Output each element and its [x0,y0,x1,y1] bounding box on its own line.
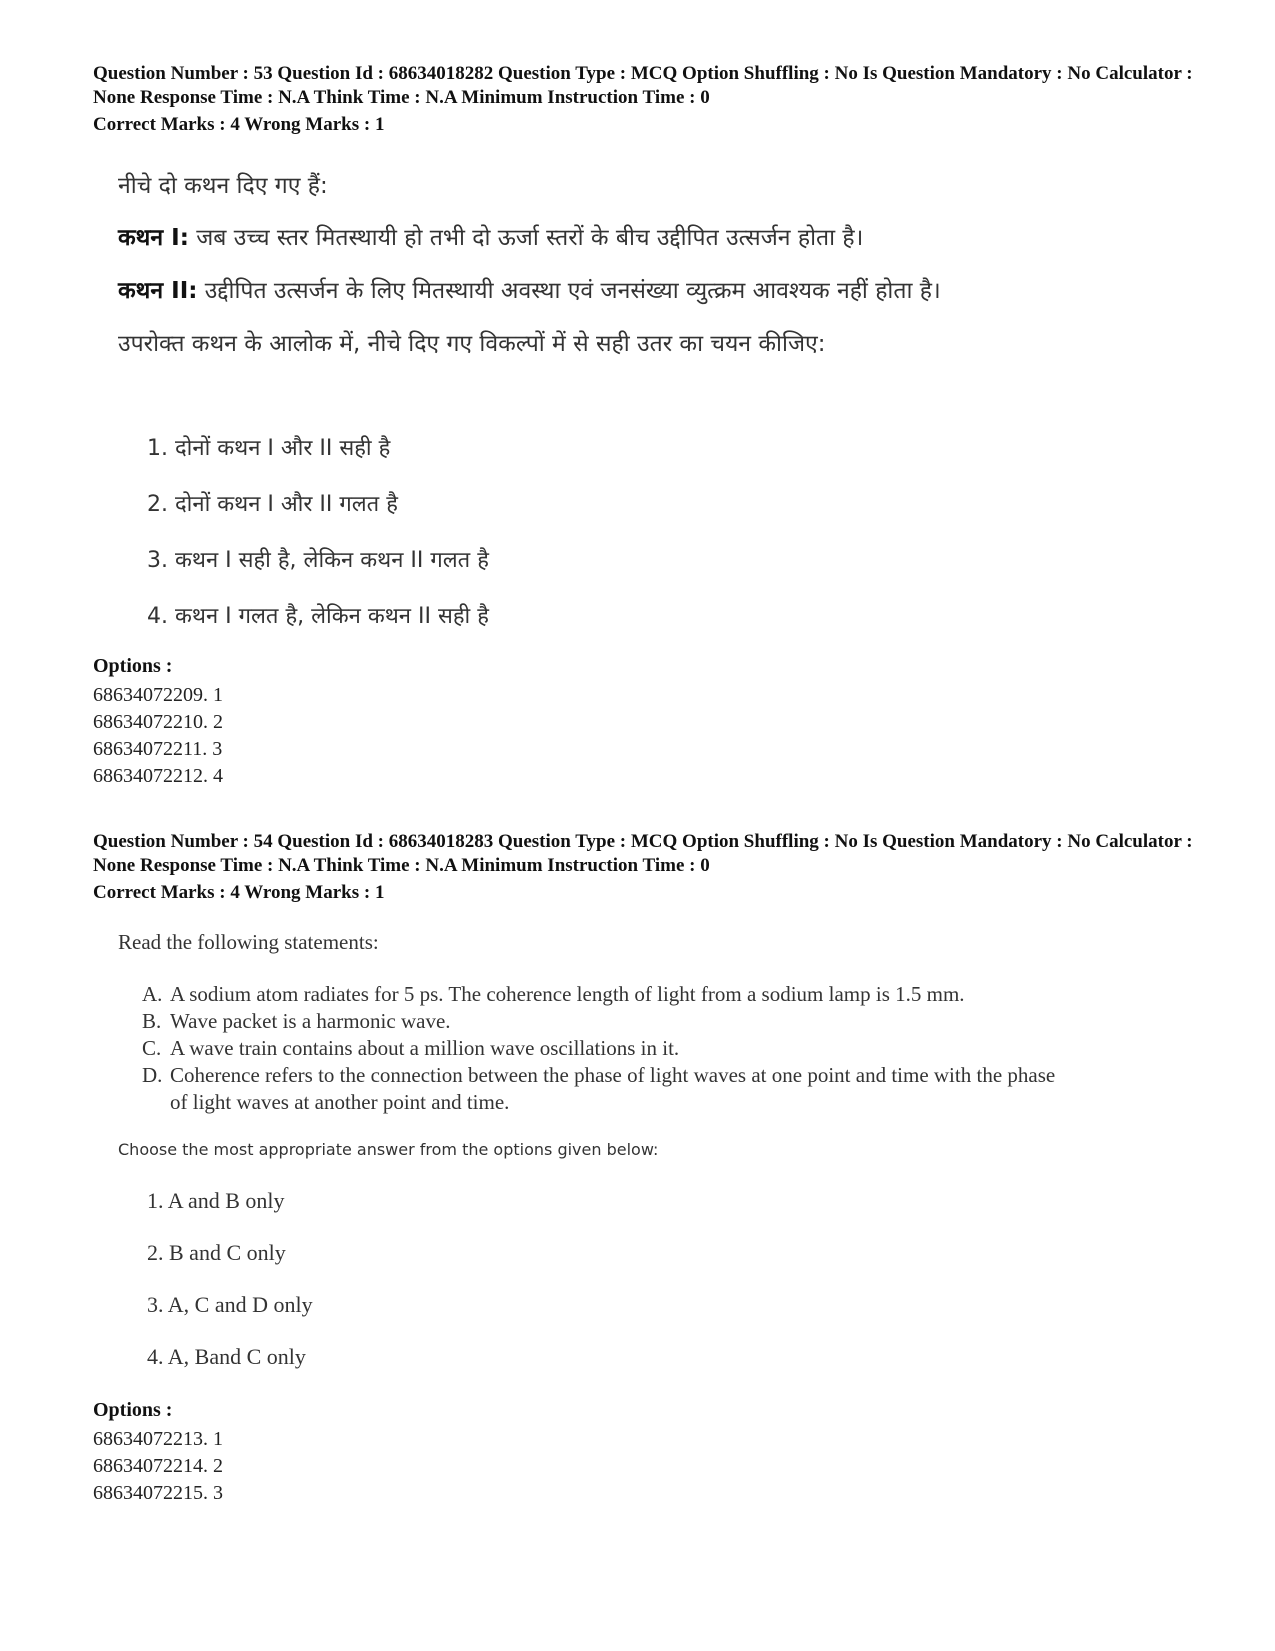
q54-statement-d-continued [142,1088,1192,1116]
q54-meta: Question Number : 54 Question Id : 68634018283 Question Type : MCQ Option Shuffling : No Is Question Mandatory : No Calculator : None Response Time : N.A Think Time : N.A Minimum Instruction Time : 0 [93,831,1193,876]
q53-statement-1-label: कथन I: [118,225,189,251]
q54-marks: Correct Marks : 4 Wrong Marks : 1 [93,882,385,903]
q54-options-title: Options : [93,1399,173,1421]
q54-option-1: 68634072213. 1 [93,1428,223,1450]
q53-meta: Question Number : 53 Question Id : 68634018282 Question Type : MCQ Option Shuffling : No Is Question Mandatory : No Calculator : None Response Time : N.A Think Time : N.A Minimum Instruction Time : 0 [93,63,1193,108]
q53-choice-2: 2. दोनों कथन I और II गलत है [147,492,398,517]
q53-statement-1 [118,220,863,252]
q54-choice-3: 3. A, C and D only [147,1292,313,1317]
q53-intro: नीचे दो कथन दिए गए हैं: [118,173,328,199]
q54-statement-a [142,980,1192,1008]
q54-statement-d [142,1061,1192,1089]
q53-choice-4: 4. कथन I गलत है, लेकिन कथन II सही है [147,604,489,629]
q54-statement-c-label: C. [142,1036,162,1060]
q54-choice-4: 4. A, Band C only [147,1344,306,1369]
q53-choice-3: 3. कथन I सही है, लेकिन कथन II गलत है [147,548,489,573]
q54-intro: Read the following statements: [118,930,379,954]
q54-statement-c [142,1034,1192,1062]
q53-statement-2 [118,273,941,305]
q53-option-1: 68634072209. 1 [93,684,223,706]
q53-statement-1-text: जब उच्च स्तर मितस्थायी हो तभी दो ऊर्जा स्तरों के बीच उद्दीपित उत्सर्जन होता है। [188,225,864,251]
q54-statement-b-text: Wave packet is a harmonic wave. [170,1009,451,1033]
q53-options-title: Options : [93,655,173,677]
q54-option-3: 68634072215. 3 [93,1482,223,1504]
q53-choice-1: 1. दोनों कथन I और II सही है [147,436,391,461]
q53-marks: Correct Marks : 4 Wrong Marks : 1 [93,114,385,135]
q54-option-2: 68634072214. 2 [93,1455,223,1477]
q54-statement-b [142,1007,1192,1035]
q54-choice-2: 2. B and C only [147,1240,286,1265]
q54-statement-c-text: A wave train contains about a million wave oscillations in it. [170,1036,680,1060]
q53-instruction: उपरोक्त कथन के आलोक में, नीचे दिए गए विकल्पों में से सही उतर का चयन कीजिए: [118,331,826,357]
q54-statement-d-label: D. [142,1063,163,1087]
q54-statement-d-text: Coherence refers to the connection between the phase of light waves at one point and time with the phase [170,1063,1056,1087]
q53-option-2: 68634072210. 2 [93,711,223,733]
q54-choose-instruction: Choose the most appropriate answer from the options given below: [118,1140,659,1159]
q53-statement-2-text: उद्दीपित उत्सर्जन के लिए मितस्थायी अवस्था एवं जनसंख्या व्युत्क्रम आवश्यक नहीं होता है। [197,278,941,304]
q53-option-4: 68634072212. 4 [93,765,223,787]
q54-statement-b-label: B. [142,1009,162,1033]
q54-statement-a-text: A sodium atom radiates for 5 ps. The coherence length of light from a sodium lamp is 1.5 mm. [170,982,965,1006]
q54-choice-1: 1. A and B only [147,1188,285,1213]
q54-statement-a-label: A. [142,982,163,1006]
q54-statement-d-cont-text: of light waves at another point and time. [170,1090,510,1114]
q53-option-3: 68634072211. 3 [93,738,223,760]
q53-statement-2-label: कथन II: [118,278,198,304]
